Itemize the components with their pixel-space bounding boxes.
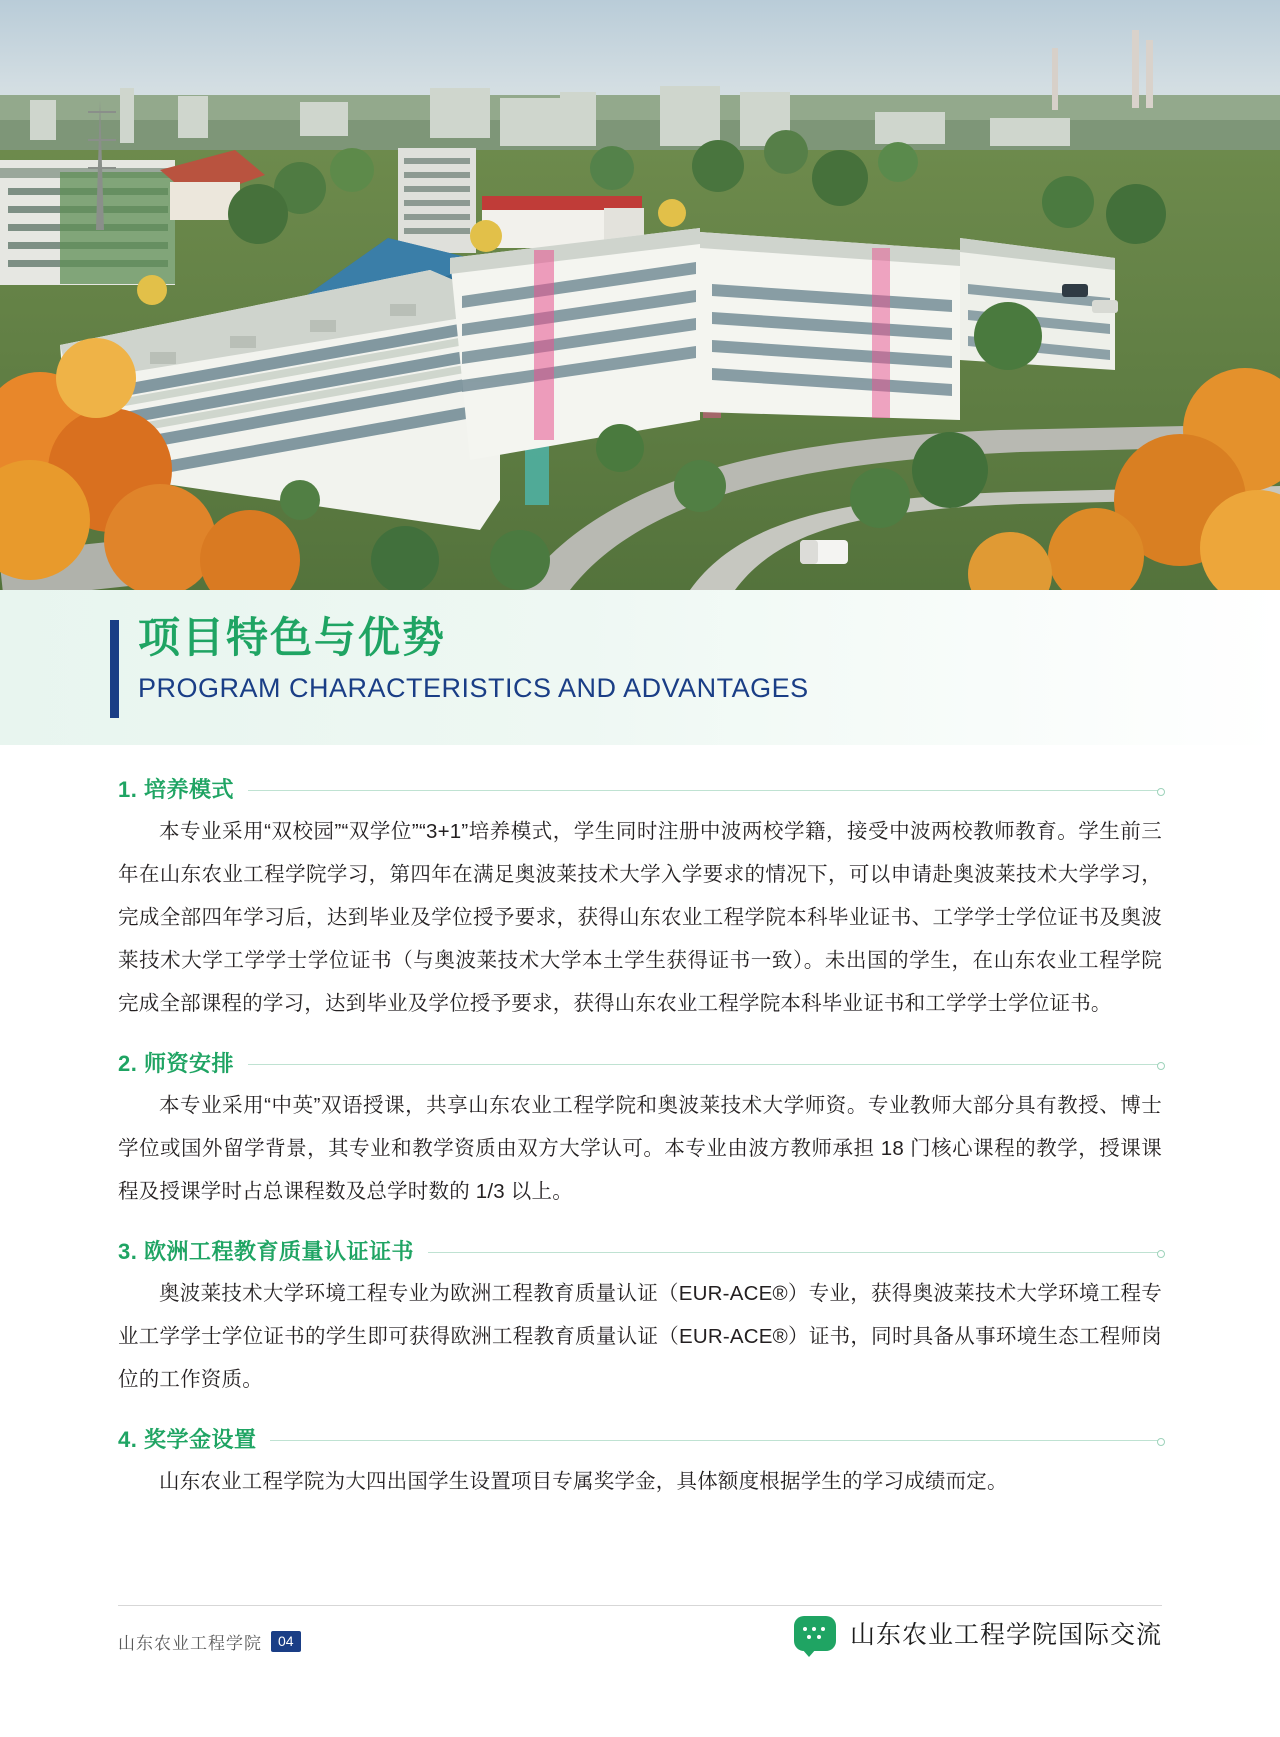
content-body — [0, 745, 1280, 1503]
hero-image — [0, 0, 1280, 590]
footer-school-name: 山东农业工程学院 — [118, 1634, 262, 1653]
section-title-band — [0, 590, 1280, 745]
section-2-title: 2. 师资安排 — [118, 1051, 234, 1076]
section-1-header — [118, 773, 1162, 804]
section-2-header — [118, 1047, 1162, 1078]
footer-wechat — [794, 1615, 1162, 1651]
page-number: 04 — [271, 1631, 301, 1652]
section-3-body: 奥波莱技术大学环境工程专业为欧洲工程教育质量认证（EUR-ACE®）专业，获得奥波莱技术大学环境工程专业工学学士学位证书的学生即可获得欧洲工程教育质量认证（EUR-ACE®）证书，同时具备从事环境生态工程师岗位的工作资质。 — [118, 1282, 1162, 1391]
section-1-title: 1. 培养模式 — [118, 777, 234, 802]
title-accent-bar — [110, 620, 119, 718]
title-inner — [110, 612, 809, 704]
footer-divider — [118, 1605, 1162, 1606]
section-1-body: 本专业采用“双校园”“双学位”“3+1”培养模式，学生同时注册中波两校学籍，接受中波两校教师教育。学生前三年在山东农业工程学院学习，第四年在满足奥波莱技术大学入学要求的情况下，可以申请赴奥波莱技术大学学习，完成全部四年学习后，达到毕业及学位授予要求，获得山东农业工程学院本科毕业证书、工学学士学位证书及奥波莱技术大学工学学士学位证书（与奥波莱技术大学本土学生获得证书一致）。未出国的学生，在山东农业工程学院完成全部课程的学习，达到毕业及学位授予要求，获得山东农业工程学院本科毕业证书和工学学士学位证书。 — [118, 820, 1162, 1015]
section-4 — [118, 1423, 1162, 1503]
section-4-body: 山东农业工程学院为大四出国学生设置项目专属奖学金，具体额度根据学生的学习成绩而定。 — [159, 1470, 1008, 1493]
section-3-rule — [428, 1252, 1162, 1253]
page-footer — [0, 1597, 1280, 1737]
page-title-en: PROGRAM CHARACTERISTICS AND ADVANTAGES — [138, 673, 809, 703]
section-4-rule — [270, 1440, 1162, 1441]
page-title-cn: 项目特色与优势 — [138, 614, 447, 661]
section-3-header — [118, 1235, 1162, 1266]
section-1-rule — [248, 790, 1162, 791]
section-2-body: 本专业采用“中英”双语授课，共享山东农业工程学院和奥波莱技术大学师资。专业教师大部分具有教授、博士学位或国外留学背景，其专业和教学资质由双方大学认可。本专业由波方教师承担 18 门核心课程的教学，授课课程及授课学时占总课程数及总学时数的 1/3 以上。 — [118, 1094, 1162, 1203]
wechat-account-name: 山东农业工程学院国际交流 — [849, 1621, 1162, 1649]
wechat-icon — [794, 1616, 836, 1651]
section-2-rule — [248, 1064, 1162, 1065]
section-3-title: 3. 欧洲工程教育质量认证证书 — [118, 1239, 414, 1264]
campus-aerial-illustration — [0, 0, 1280, 590]
section-2 — [118, 1047, 1162, 1213]
section-1 — [118, 773, 1162, 1025]
section-4-title: 4. 奖学金设置 — [118, 1427, 257, 1452]
section-3 — [118, 1235, 1162, 1401]
wechat-icon-dots — [803, 1627, 827, 1639]
section-4-header — [118, 1423, 1162, 1454]
footer-left — [118, 1629, 301, 1654]
